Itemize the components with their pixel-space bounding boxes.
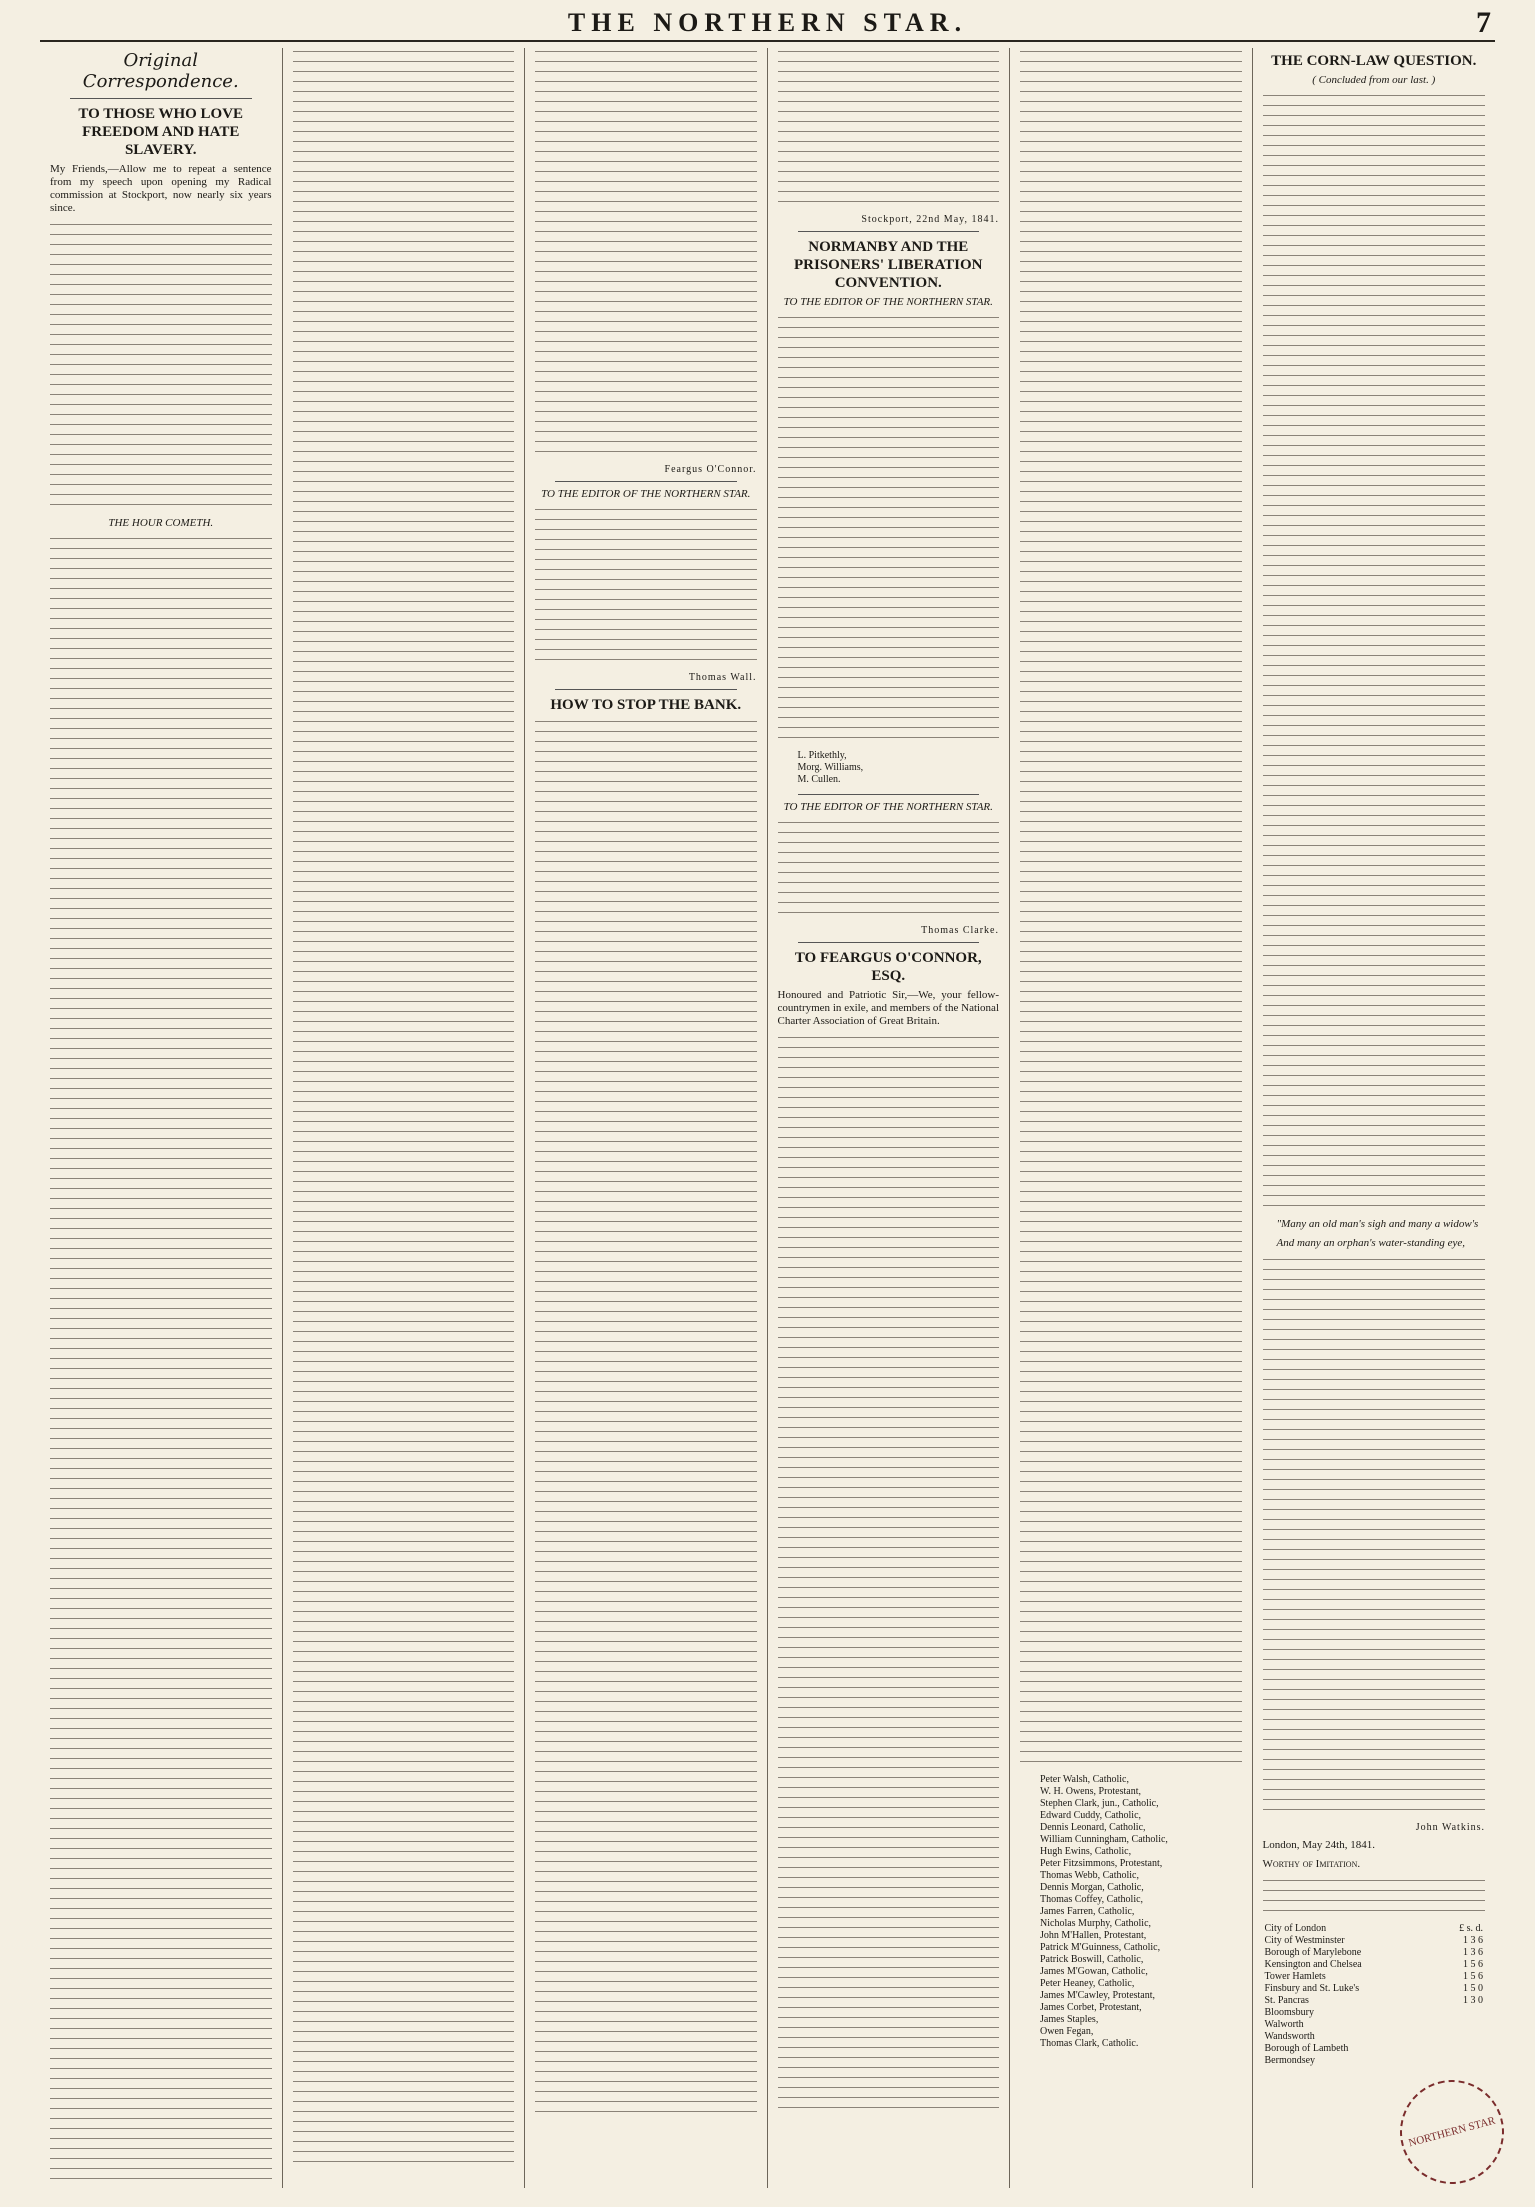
table-row	[1263, 2007, 1486, 2019]
place-cell: Bermondsey	[1264, 2055, 1316, 2066]
body-text	[1263, 1256, 1486, 1816]
table-row	[1263, 2055, 1486, 2067]
article-title: THE CORN-LAW QUESTION.	[1271, 53, 1477, 69]
table-row	[1263, 1959, 1486, 1971]
salutation: My Friends,—Allow me to repeat a sentence from my speech upon opening my Radical commission at Stockport, now nearly six years since.	[50, 163, 272, 214]
body-text	[778, 314, 1000, 744]
body-text	[1263, 92, 1486, 1212]
place-cell: Kensington and Chelsea	[1264, 1959, 1362, 1970]
list-item: James Farren, Catholic,	[1040, 1906, 1135, 1917]
table-row	[1263, 1935, 1486, 1947]
list-item: James Corbet, Protestant,	[1040, 2002, 1142, 2013]
list-item: Thomas Coffey, Catholic,	[1040, 1894, 1144, 1905]
divider	[555, 481, 737, 482]
signatory-list	[798, 750, 1000, 786]
article-title: NORMANBY AND THE PRISONERS' LIBERATION CONVENTION.	[793, 239, 983, 291]
body-text	[778, 819, 1000, 919]
letter-signature: Thomas Wall.	[688, 672, 757, 683]
list-item: Thomas Clark, Catholic.	[1040, 2038, 1139, 2049]
signatory-list	[1040, 1774, 1242, 2050]
list-item: Peter Fitzsimmons, Protestant,	[1040, 1858, 1163, 1869]
place-cell: Finsbury and St. Luke's	[1264, 1983, 1360, 1994]
letter-signature: Thomas Clarke.	[921, 925, 999, 936]
editor-note: TO THE EDITOR OF THE NORTHERN STAR.	[783, 801, 993, 813]
amount-cell: 1 5 0	[1463, 1983, 1483, 1994]
article-title: TO THOSE WHO LOVE FREEDOM AND HATE SLAVERY.	[78, 106, 244, 158]
place-cell: City of London	[1264, 1923, 1327, 1934]
list-item: M. Cullen.	[797, 774, 841, 785]
amount-cell: 1 3 0	[1463, 1995, 1483, 2006]
library-stamp: NORTHERN STAR	[1388, 2068, 1515, 2195]
list-item: Stephen Clark, jun., Catholic,	[1040, 1798, 1159, 1809]
list-item: Dennis Leonard, Catholic,	[1040, 1822, 1146, 1833]
body-text	[293, 48, 515, 2168]
body-text	[535, 718, 757, 2118]
amount-cell: £ s. d.	[1459, 1923, 1483, 1934]
newspaper-title: THE NORTHERN STAR.	[567, 8, 968, 37]
subheading: THE HOUR COMETH.	[108, 517, 214, 529]
list-item: Hugh Ewins, Catholic,	[1040, 1846, 1132, 1857]
amount-cell: 1 3 6	[1463, 1935, 1483, 1946]
table-row	[1263, 1923, 1486, 1935]
body-text	[778, 1034, 1000, 2114]
poem-line: And many an orphan's water-standing eye,	[1276, 1237, 1465, 1249]
list-item: Nicholas Murphy, Catholic,	[1040, 1918, 1152, 1929]
list-item: Edward Cuddy, Catholic,	[1040, 1810, 1142, 1821]
list-item: Thomas Webb, Catholic,	[1040, 1870, 1139, 1881]
place-cell: City of Westminster	[1264, 1935, 1345, 1946]
location-date: Stockport, 22nd May, 1841.	[861, 214, 999, 225]
column-3	[525, 48, 768, 2188]
list-item: W. H. Owens, Protestant,	[1040, 1786, 1142, 1797]
column-5	[1010, 48, 1253, 2188]
divider	[798, 794, 980, 795]
masthead	[40, 6, 1495, 42]
amount-cell	[1437, 2055, 1485, 2067]
address-opening: Honoured and Patriotic Sir,—We, your fellow-countrymen in exile, and members of the National Charter Association of Great Britain.	[777, 989, 999, 1027]
body-text	[50, 221, 272, 511]
poem-line: "Many an old man's sigh and many a widow's	[1276, 1218, 1479, 1230]
amount-cell	[1437, 2031, 1485, 2043]
divider	[798, 942, 980, 943]
list-item: Morg. Williams,	[797, 762, 864, 773]
signature: Feargus O'Connor.	[664, 464, 757, 475]
table-row	[1263, 2043, 1486, 2055]
list-item: James M'Cawley, Protestant,	[1040, 1990, 1156, 2001]
list-item: Patrick Boswill, Catholic,	[1040, 1954, 1144, 1965]
amount-cell	[1437, 2043, 1485, 2055]
divider	[798, 231, 980, 232]
place-cell: Borough of Lambeth	[1264, 2043, 1349, 2054]
table-row	[1263, 2019, 1486, 2031]
body-text	[535, 48, 757, 458]
list-item: Patrick M'Guinness, Catholic,	[1040, 1942, 1161, 1953]
newspaper-columns	[40, 48, 1495, 2188]
amount-cell	[1437, 2007, 1485, 2019]
list-item: John M'Hallen, Protestant,	[1040, 1930, 1147, 1941]
place-cell: Borough of Marylebone	[1264, 1947, 1362, 1958]
list-item: Peter Walsh, Catholic,	[1040, 1774, 1129, 1785]
divider	[555, 689, 737, 690]
body-text	[535, 506, 757, 666]
place-cell: Tower Hamlets	[1264, 1971, 1326, 1982]
article-title: HOW TO STOP THE BANK.	[550, 697, 742, 713]
column-2	[283, 48, 526, 2188]
amount-cell: 1 5 6	[1463, 1959, 1483, 1970]
amount-cell: 1 3 6	[1463, 1947, 1483, 1958]
place-cell: Walworth	[1264, 2019, 1304, 2030]
place-cell: St. Pancras	[1264, 1995, 1309, 2006]
table-row	[1263, 1971, 1486, 1983]
table-row	[1263, 1983, 1486, 1995]
article-title: TO FEARGUS O'CONNOR, ESQ.	[794, 950, 982, 984]
subscription-table	[1263, 1923, 1486, 2067]
list-item: James M'Gowan, Catholic,	[1040, 1966, 1148, 1977]
place-cell: Bloomsbury	[1264, 2007, 1314, 2018]
body-text	[1263, 1877, 1486, 1917]
list-item: William Cunningham, Catholic,	[1040, 1834, 1168, 1845]
column-6	[1253, 48, 1496, 2188]
table-row	[1263, 1995, 1486, 2007]
section-heading: Original Correspondence.	[82, 50, 239, 92]
divider	[70, 98, 252, 99]
body-text	[778, 48, 1000, 208]
body-text	[50, 535, 272, 2188]
editor-note: TO THE EDITOR OF THE NORTHERN STAR.	[541, 488, 751, 500]
page-number: 7	[1476, 6, 1491, 39]
table-row	[1263, 1947, 1486, 1959]
body-text	[1020, 48, 1242, 1768]
list-item: Peter Heaney, Catholic,	[1040, 1978, 1135, 1989]
editor-note: TO THE EDITOR OF THE NORTHERN STAR.	[783, 296, 993, 308]
place-cell: Wandsworth	[1264, 2031, 1315, 2042]
signature: John Watkins.	[1415, 1822, 1485, 1833]
list-item: L. Pitkethly,	[797, 750, 847, 761]
list-item: Owen Fegan,	[1040, 2026, 1094, 2037]
article-subtitle: ( Concluded from our last. )	[1312, 74, 1436, 86]
fund-heading: Worthy of Imitation.	[1262, 1858, 1361, 1870]
table-row	[1263, 2031, 1486, 2043]
list-item: James Staples,	[1040, 2014, 1099, 2025]
list-item: Dennis Morgan, Catholic,	[1040, 1882, 1144, 1893]
column-4	[768, 48, 1011, 2188]
amount-cell: 1 5 6	[1463, 1971, 1483, 1982]
column-1	[40, 48, 283, 2188]
amount-cell	[1437, 2019, 1485, 2031]
date-line: London, May 24th, 1841.	[1262, 1839, 1375, 1851]
